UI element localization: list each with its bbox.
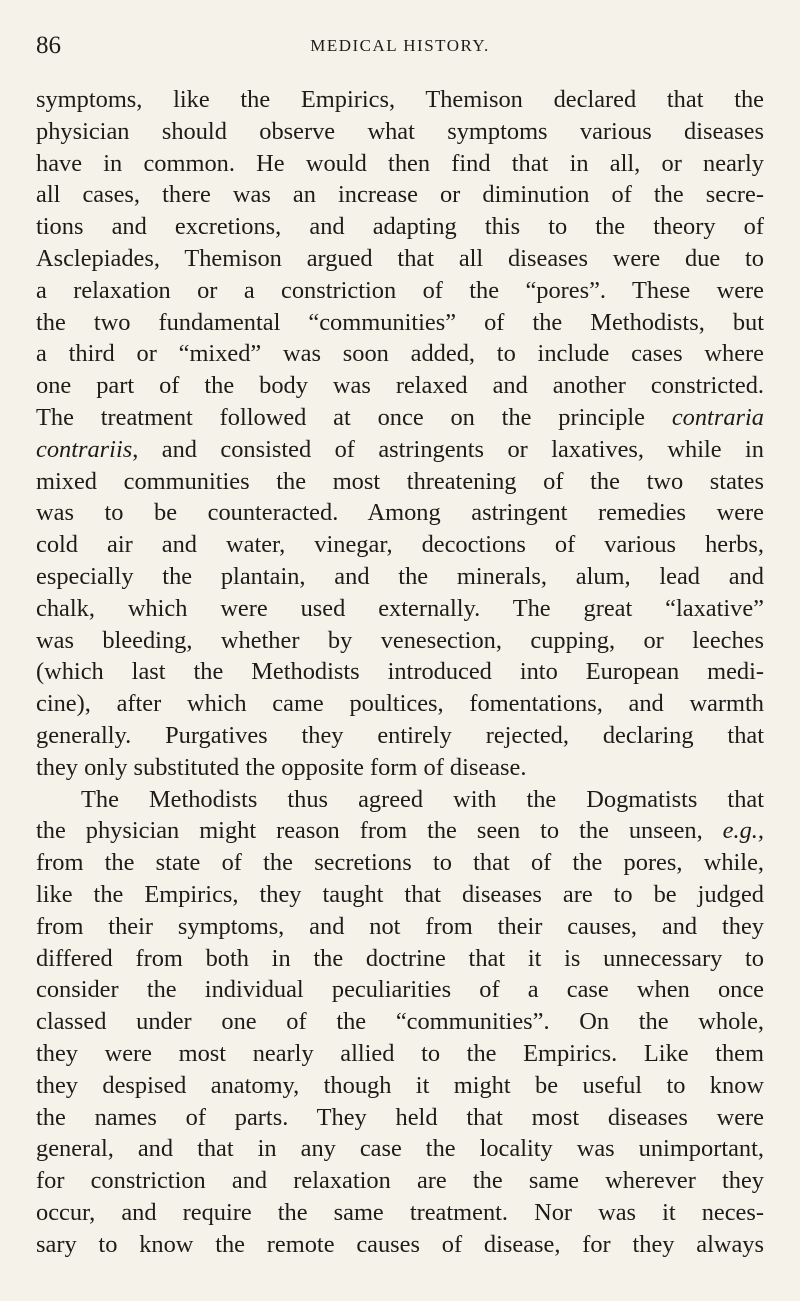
text-line: they were most nearly allied to the Empirics. Like them [36, 1039, 764, 1067]
text-line: a relaxation or a constriction of the “pores”. These were [36, 276, 764, 304]
text-line: mixed communities the most threatening of the two states [36, 467, 764, 495]
text-line: have in common. He would then find that in all, or nearly [36, 149, 764, 177]
text-line: they despised anatomy, though it might be useful to know [36, 1071, 764, 1099]
text-line: cold air and water, vinegar, decoctions of various herbs, [36, 531, 764, 559]
text-line: all cases, there was an increase or diminution of the secre- [36, 181, 764, 209]
body-text [36, 84, 764, 1260]
text-line: classed under one of the “communities”. On the whole, [36, 1008, 764, 1036]
text-line: (which last the Methodists introduced into European medi- [36, 658, 764, 686]
italic-term: e.g., [722, 817, 764, 845]
text-line: chalk, which were used externally. The great “laxative” [36, 594, 764, 622]
text-line: from their symptoms, and not from their causes, and they [36, 912, 764, 940]
text-line: from the state of the secretions to that of the pores, while, [36, 849, 764, 877]
text-line: differed from both in the doctrine that it is unnecessary to [36, 944, 764, 972]
italic-term: contrariis [36, 435, 133, 463]
running-head: MEDICAL HISTORY. [310, 36, 490, 55]
text-line [36, 402, 764, 434]
text-segment: The treatment followed at once on the principle [36, 403, 645, 431]
text-line: for constriction and relaxation are the same wherever they [36, 1167, 764, 1195]
text-line: was to be counteracted. Among astringent remedies were [36, 499, 764, 527]
text-line: was bleeding, whether by venesection, cupping, or leeches [36, 626, 764, 654]
italic-term: contraria [671, 403, 764, 431]
text-line: physician should observe what symptoms various diseases [36, 117, 764, 145]
text-line: symptoms, like the Empirics, Themison declared that the [36, 86, 764, 113]
text-line: consider the individual peculiarities of a case when once [36, 976, 764, 1004]
text-line: they only substituted the opposite form of disease. [36, 753, 527, 781]
text-line: the names of parts. They held that most diseases were [36, 1103, 764, 1131]
text-line: the two fundamental “communities” of the Methodists, but [36, 308, 764, 336]
text-line: a third or “mixed” was soon added, to include cases where [36, 340, 764, 368]
text-line: one part of the body was relaxed and another constricted. [36, 372, 764, 400]
text-line: tions and excretions, and adapting this to the theory of [36, 213, 764, 241]
text-line: general, and that in any case the locality was unimportant, [36, 1135, 764, 1163]
text-line: like the Empirics, they taught that diseases are to be judged [36, 880, 764, 908]
text-line: generally. Purgatives they entirely rejected, declaring that [36, 721, 764, 749]
text-segment: the physician might reason from the seen to the unseen, [36, 817, 703, 845]
text-line: occur, and require the same treatment. Nor was it neces- [36, 1198, 764, 1226]
text-line: cine), after which came poultices, fomentations, and warmth [36, 690, 764, 718]
text-line: especially the plantain, and the minerals, alum, lead and [36, 562, 764, 590]
text-line [36, 815, 764, 847]
page-header [36, 32, 764, 62]
text-line [36, 434, 764, 466]
text-line: Asclepiades, Themison argued that all diseases were due to [36, 244, 764, 272]
text-segment: , and consisted of astringents or laxatives, while in [132, 435, 764, 463]
page-number: 86 [36, 32, 61, 59]
text-line: The Methodists thus agreed with the Dogmatists that [81, 785, 764, 813]
text-line: sary to know the remote causes of disease, for they always [36, 1230, 764, 1258]
